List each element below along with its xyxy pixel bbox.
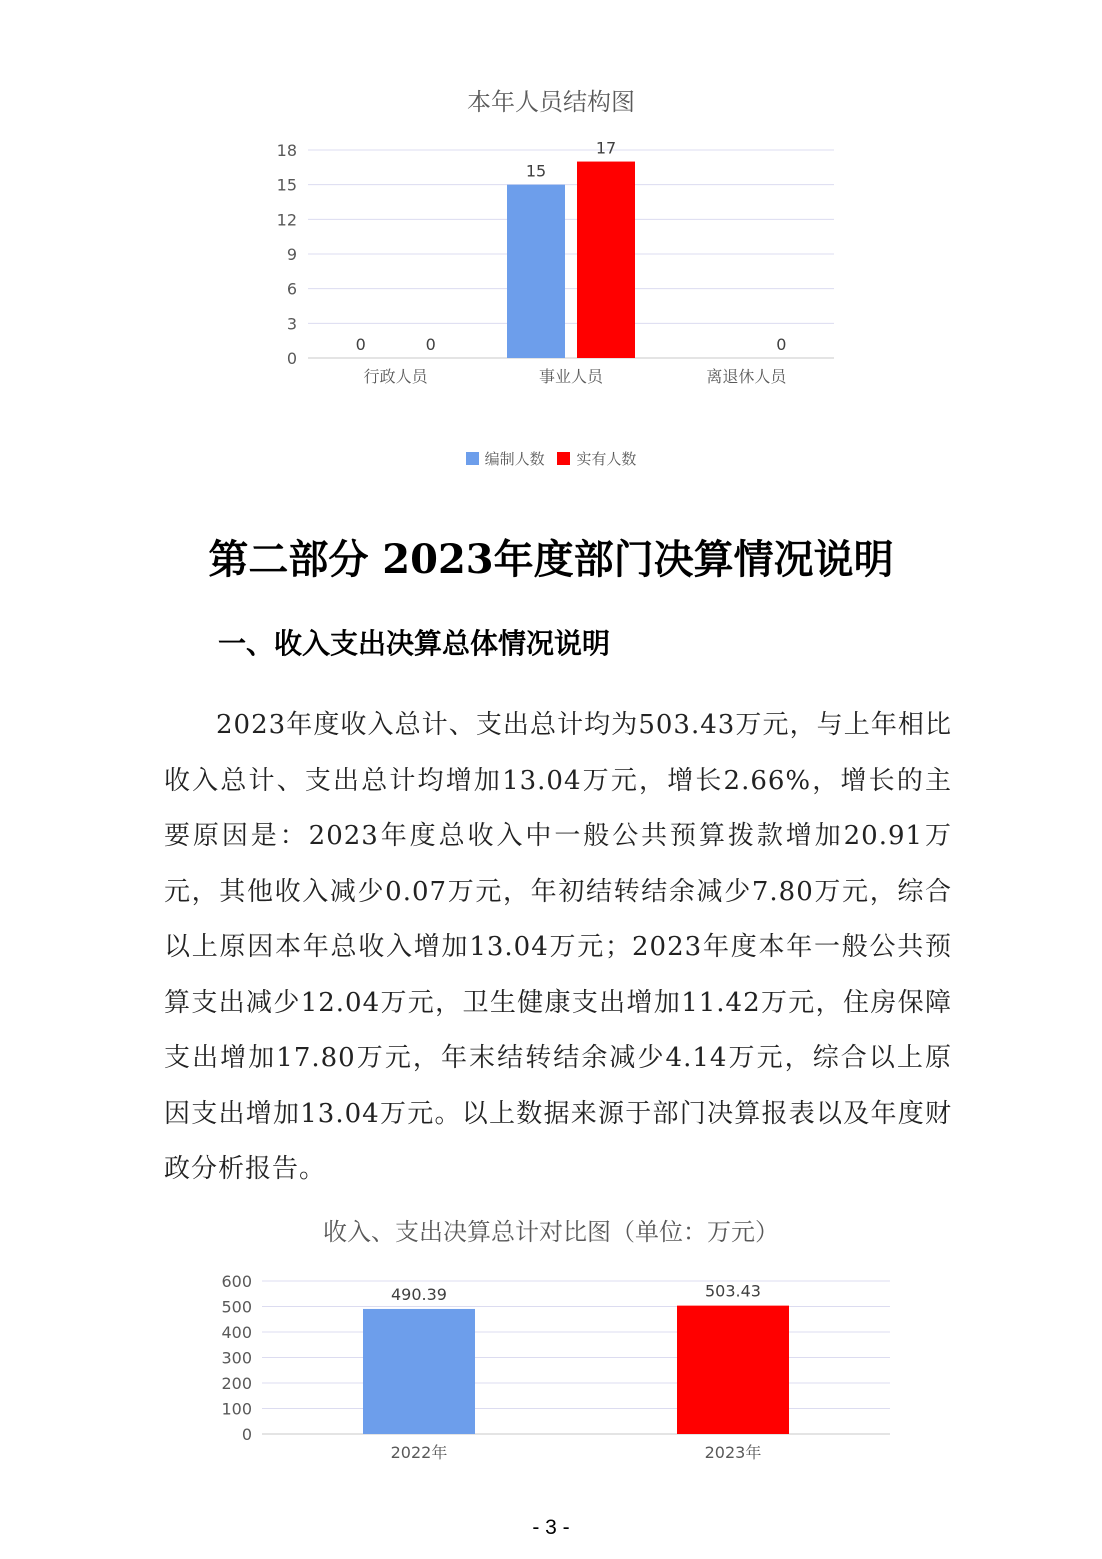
data-label: 0 (425, 335, 436, 354)
legend-label-authorized: 编制人数 (484, 450, 545, 468)
y-tick-label: 500 (221, 1297, 252, 1317)
page-number: - 3 - (532, 1516, 570, 1539)
y-tick-label: 15 (276, 175, 297, 195)
y-tick-label: 200 (221, 1374, 252, 1393)
y-tick-label: 100 (221, 1399, 252, 1419)
y-tick-label: 6 (286, 279, 297, 299)
y-tick-label: 0 (241, 1425, 252, 1444)
y-tick-label: 9 (286, 245, 297, 264)
data-label: 0 (355, 335, 366, 354)
y-tick-label: 18 (276, 141, 297, 160)
data-label: 0 (776, 335, 787, 354)
data-label: 15 (525, 161, 547, 181)
chart-1-title: 本年人员结构图 (467, 88, 635, 116)
x-category-label: 2022年 (390, 1443, 448, 1462)
body-paragraph: 2023年度收入总计、支出总计均为503.43万元，与上年相比收入总计、支出总计均增加13.04万元，增长2.66%，增长的主要原因是：2023年度总收入中一般公共预算拨款增加20.91万元，其他收入减少0.07万元，年初结转结余减少7.80万元，综合以上原因本年总收入增加13.04万元；2023年度本年一般公共预算支出减少12.04万元，卫生健康支出增加11.42万元，住房保障支出增加17.80万元，年末结转结余减少4.14万元，综合以上原因支出增加13.04万元。以上数据来源于部门决算报表以及年度财政分析报告。 (164, 710, 952, 1184)
y-tick-label: 300 (221, 1348, 252, 1368)
x-category-label: 2023年 (704, 1443, 762, 1462)
x-category-label: 行政人员 (363, 367, 428, 386)
y-tick-label: 12 (276, 210, 297, 230)
y-tick-label: 400 (221, 1323, 252, 1342)
y-tick-label: 3 (286, 314, 297, 334)
x-category-label: 事业人员 (538, 367, 604, 386)
x-category-label: 离退休人员 (706, 367, 787, 386)
chart-2-title: 收入、支出决算总计对比图（单位：万元） (323, 1218, 779, 1246)
bar (363, 1309, 475, 1434)
legend-label-actual: 实有人数 (576, 450, 637, 468)
section-title: 第二部分 2023年度部门决算情况说明 (208, 536, 894, 583)
data-label: 490.39 (391, 1284, 447, 1304)
y-tick-label: 0 (286, 349, 297, 368)
data-label: 17 (595, 138, 617, 158)
sub-heading: 一、收入支出决算总体情况说明 (218, 627, 611, 660)
y-tick-label: 600 (221, 1272, 252, 1291)
data-label: 503.43 (705, 1281, 761, 1301)
bar (677, 1306, 789, 1434)
